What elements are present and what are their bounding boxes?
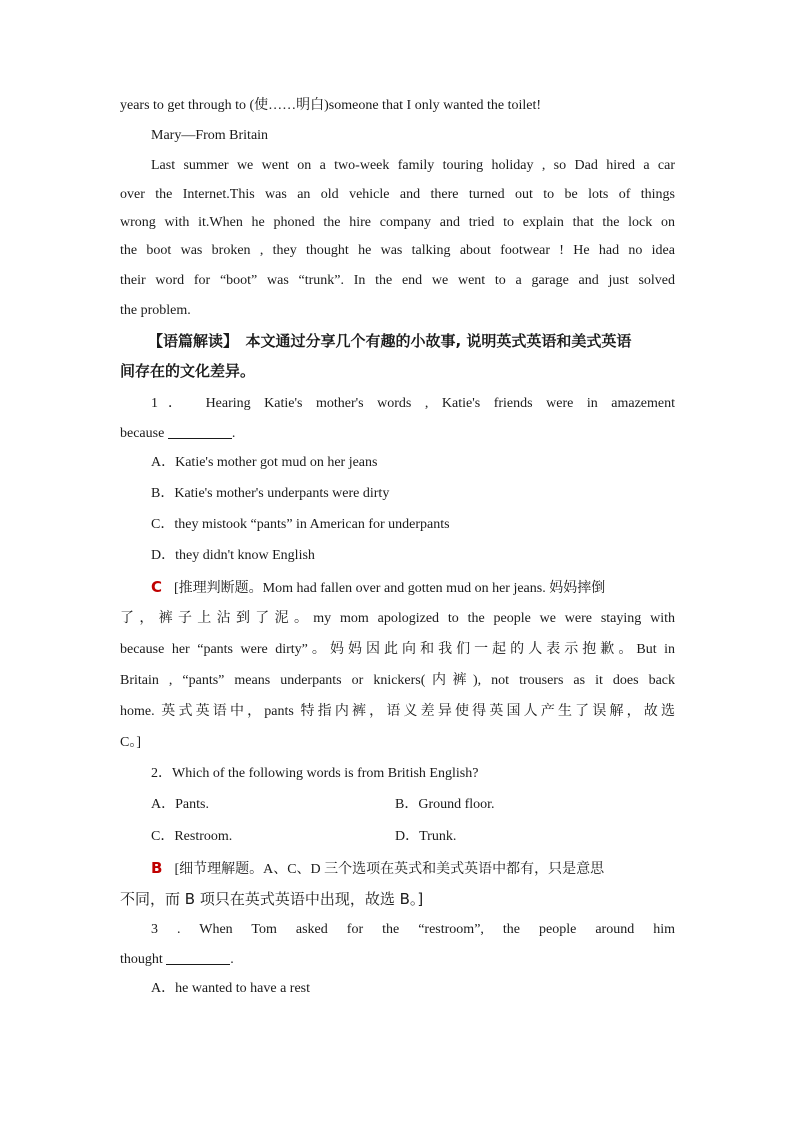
question-2-option-a: A．Pants.: [151, 797, 209, 812]
question-2-explanation: [151, 858, 675, 880]
question-1-stem: 1． Hearing Katie's mother's words , Katie's friends were in amazement: [151, 396, 675, 411]
question-2-options-row: [151, 827, 675, 847]
question-3-stem: 3 . When Tom asked for the “restroom”, the people around him: [151, 922, 675, 937]
question-1-option-b: B．Katie's mother's underpants were dirty: [151, 486, 390, 501]
passage-line: over the Internet.This was an old vehicle and there turned out to be lots of things: [120, 187, 675, 202]
question-3-stem-suffix: .: [230, 952, 234, 967]
question-1-explanation: [151, 577, 675, 599]
passage-line: the boot was broken , they thought he was talking about footwear ! He had no idea: [120, 243, 675, 258]
answer-blank: [166, 950, 230, 965]
explanation-line: 不同，而 B 项只在英式英语中出现，故选 B。]: [120, 890, 424, 908]
question-1-stem-suffix: .: [231, 426, 236, 441]
passage-line: Last summer we went on a two-week family touring holiday , so Dad hired a car: [151, 158, 675, 173]
analysis-line: 间存在的文化差异。: [120, 362, 256, 380]
explanation-text: [推理判断题。Mom had fallen over and gotten mud on her jeans. 妈妈摔倒: [174, 581, 606, 596]
passage-author-heading: Mary—From Britain: [151, 128, 269, 143]
question-1-stem-prefix: because: [120, 426, 165, 441]
explanation-line: because her “pants were dirty”。妈妈因此向和我们一起的人表示抱歉。But in: [120, 642, 675, 657]
answer-letter: B: [151, 859, 163, 877]
question-3-option-a: A．he wanted to have a rest: [151, 981, 310, 996]
question-2-option-c: C．Restroom.: [151, 829, 233, 844]
answer-blank: [168, 424, 232, 439]
explanation-line: Britain , “pants” means underpants or knickers(内裤), not trousers as it does back: [120, 673, 675, 688]
analysis-line: 【语篇解读】 本文通过分享几个有趣的小故事, 说明英式英语和美式英语: [148, 332, 632, 350]
explanation-text: [细节理解题。A、C、D 三个选项在英式和美式英语中都有，只是意思: [174, 862, 605, 877]
question-1-option-c: C．they mistook “pants” in American for underpants: [151, 517, 450, 532]
question-1-option-d: D．they didn't know English: [151, 548, 315, 563]
passage-line: the problem.: [120, 303, 191, 318]
question-2-option-b: B．Ground floor.: [395, 797, 495, 812]
passage-line: years to get through to (使……明白)someone that I only wanted the toilet!: [120, 98, 542, 113]
question-2-options-row: [151, 795, 675, 815]
passage-line: wrong with it.When he phoned the hire company and tried to explain that the lock on: [120, 215, 675, 230]
question-2-stem: 2．Which of the following words is from British English?: [151, 766, 479, 781]
question-3-stem-cont: [120, 950, 675, 970]
explanation-line: C。]: [120, 735, 141, 750]
passage-line: their word for “boot” was “trunk”. In the end we went to a garage and just solved: [120, 273, 675, 288]
explanation-line: home. 英式英语中，pants 特指内裤，语义差异使得英国人产生了误解，故选: [120, 704, 675, 719]
answer-letter: C: [151, 578, 163, 596]
question-2-option-d: D．Trunk.: [395, 829, 457, 844]
question-3-stem-prefix: thought: [120, 952, 163, 967]
question-1-stem-cont: [120, 424, 675, 444]
question-1-option-a: A．Katie's mother got mud on her jeans: [151, 455, 378, 470]
explanation-line: 了，裤子上沾到了泥。my mom apologized to the people we were staying with: [120, 611, 675, 626]
